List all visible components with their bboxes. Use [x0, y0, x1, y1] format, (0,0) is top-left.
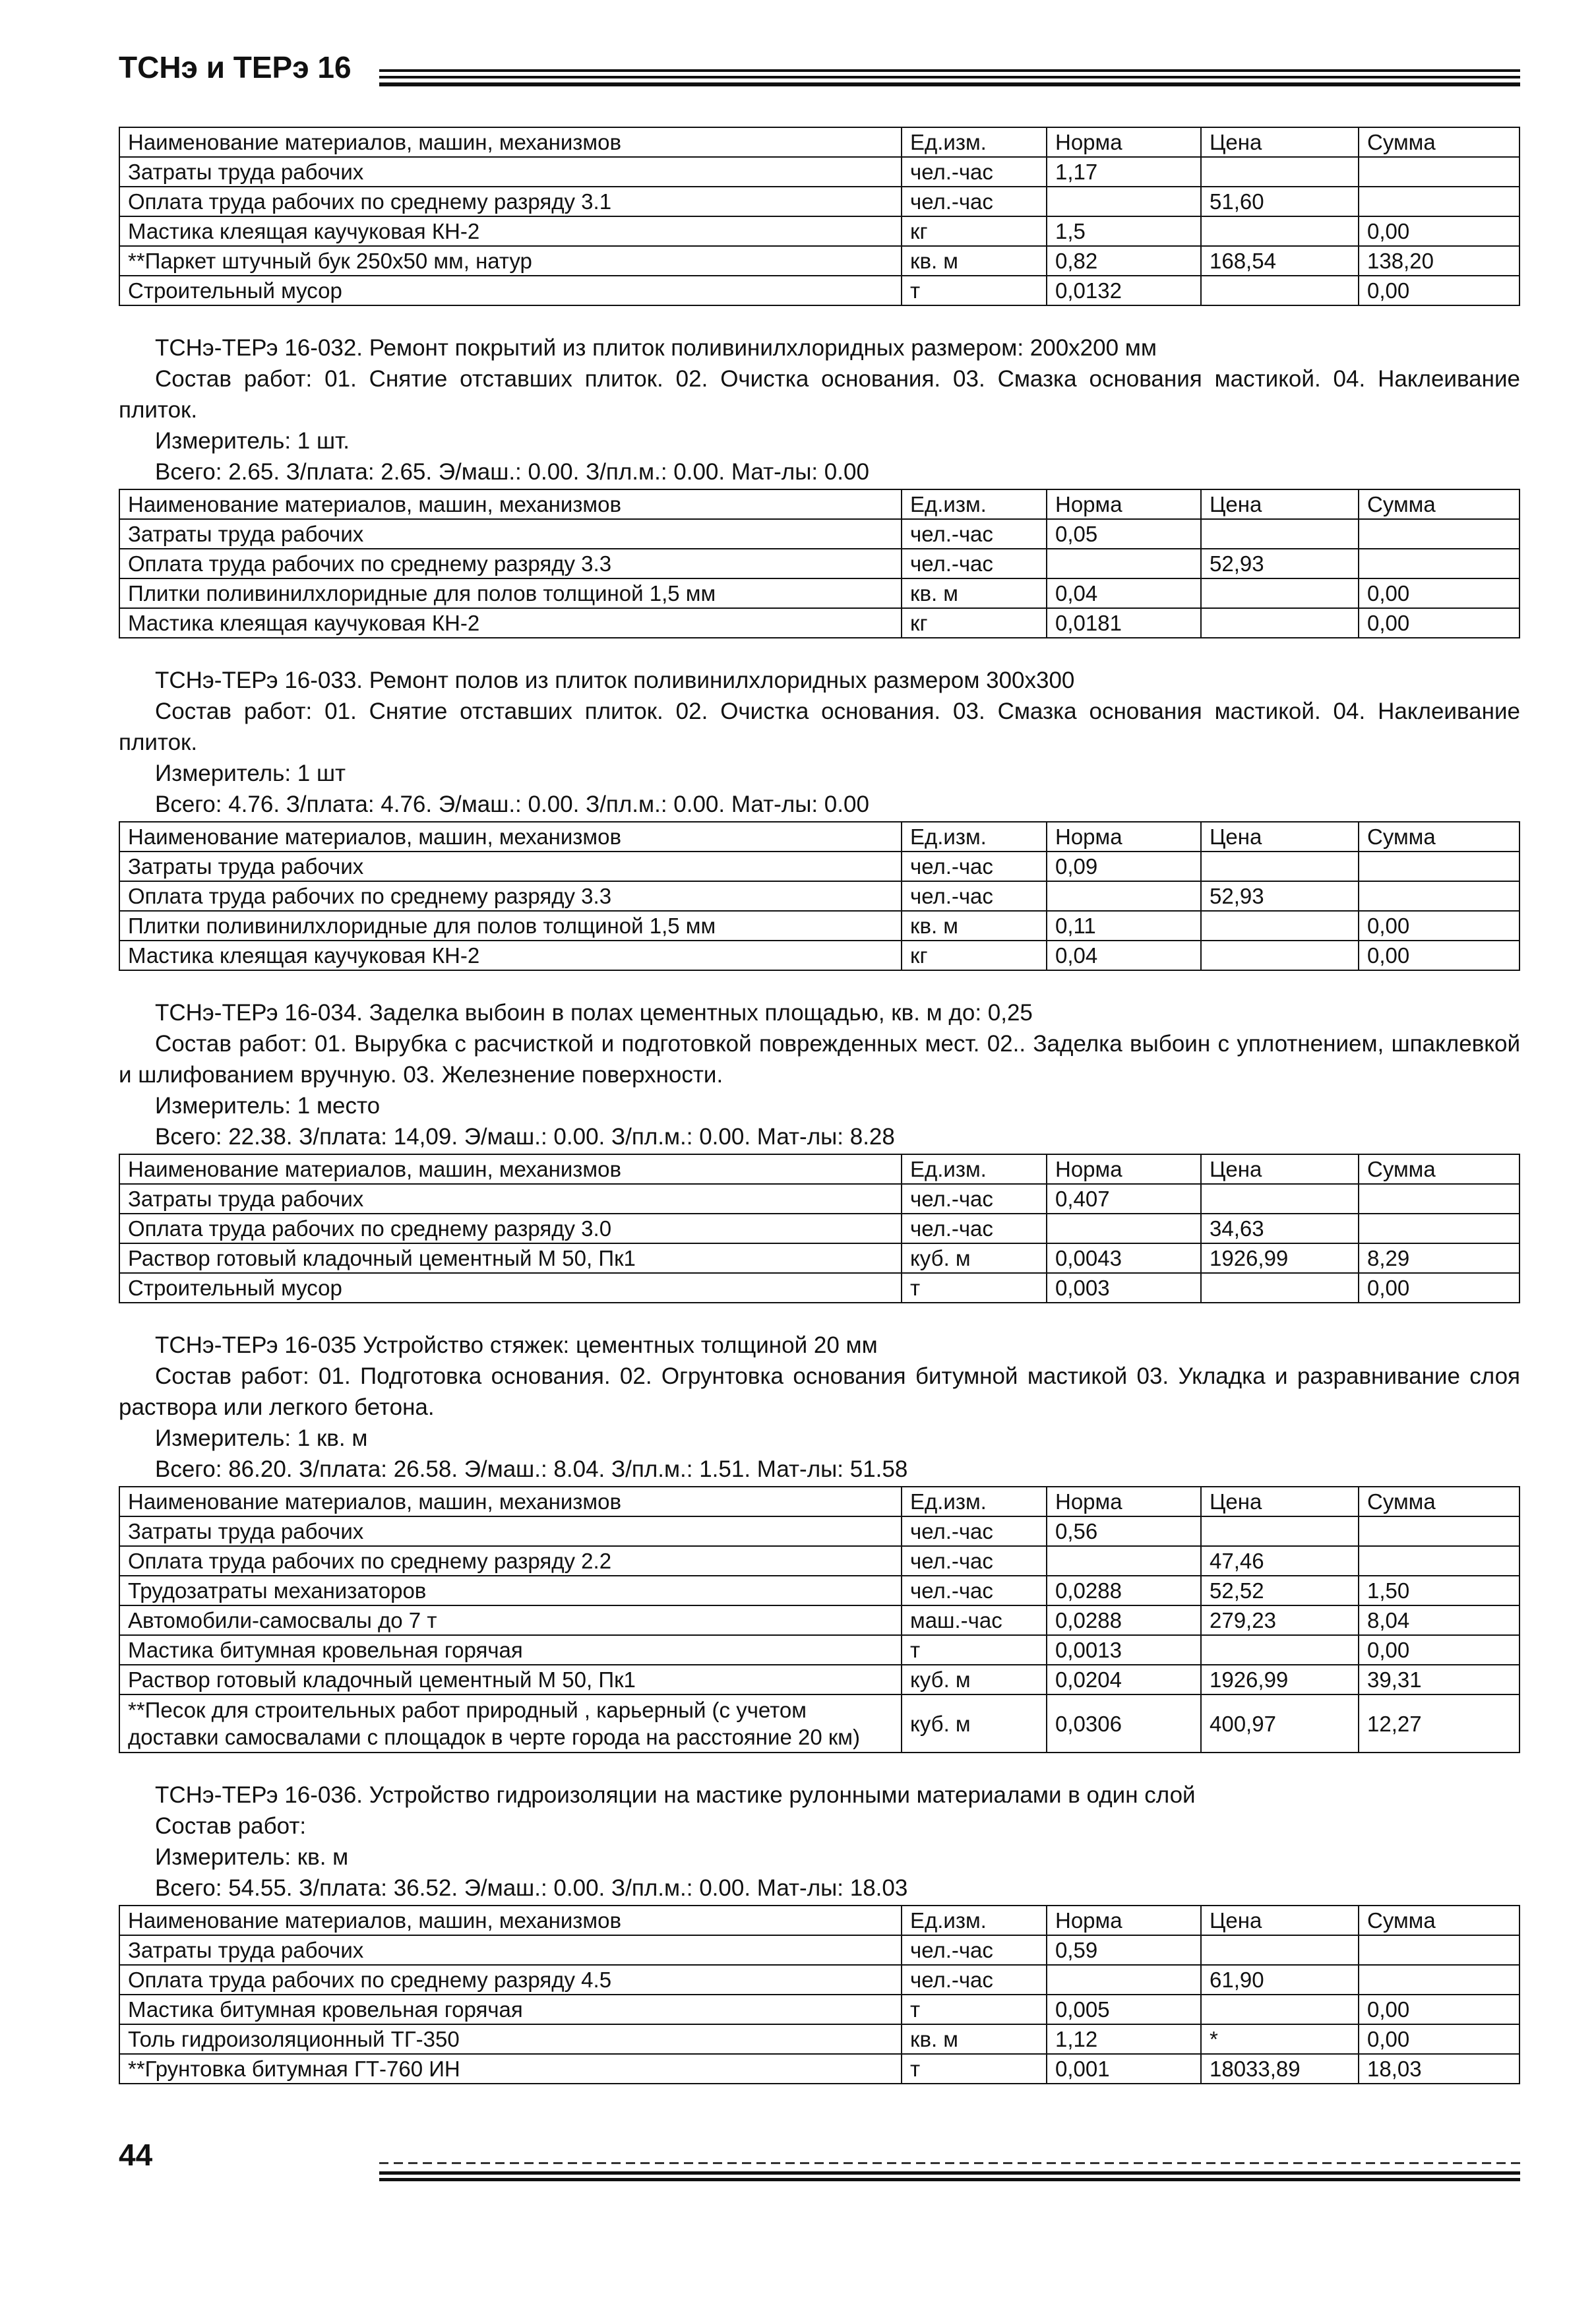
table-row — [119, 276, 1519, 305]
table-cell: чел.-час — [902, 519, 1047, 549]
table-row — [119, 1694, 1519, 1753]
table-cell: Раствор готовый кладочный цементный М 50, Пк1 — [119, 1243, 902, 1273]
table-header-row — [119, 1906, 1519, 1935]
page-header — [119, 49, 1520, 96]
table-cell — [1047, 1965, 1201, 1995]
table-row — [119, 216, 1519, 246]
table-cell: 1,12 — [1047, 2024, 1201, 2054]
table-cell: 1926,99 — [1201, 1665, 1359, 1694]
table-row — [119, 1243, 1519, 1273]
table-cell: Затраты труда рабочих — [119, 1184, 902, 1214]
table-cell: Затраты труда рабочих — [119, 157, 902, 187]
section-title: ТСНэ-ТЕРэ 16-034. Заделка выбоин в полах цементных площадью, кв. м до: 0,25 — [155, 1000, 1033, 1026]
totals-line: Всего: 86.20. З/плата: 26.58. Э/маш.: 8.04. З/пл.м.: 1.51. Мат-лы: 51.58 — [155, 1456, 908, 1482]
column-header: Норма — [1047, 1487, 1201, 1516]
table-cell: 0,00 — [1359, 941, 1519, 970]
table-cell: **Паркет штучный бук 250х50 мм, натур — [119, 246, 902, 276]
table-cell — [1359, 881, 1519, 911]
column-header: Ед.изм. — [902, 1487, 1047, 1516]
table-row — [119, 1995, 1519, 2024]
table-cell — [1359, 519, 1519, 549]
table-cell: Мастика клеящая каучуковая КН-2 — [119, 941, 902, 970]
table-cell: 0,00 — [1359, 578, 1519, 608]
rates-table — [119, 127, 1520, 306]
unit-of-measure: Измеритель: 1 шт — [155, 761, 346, 786]
table-cell: 8,04 — [1359, 1605, 1519, 1635]
column-header: Наименование материалов, машин, механизмов — [119, 822, 902, 852]
section-title: ТСНэ-ТЕРэ 16-033. Ремонт полов из плиток поливинилхлоридных размером 300х300 — [155, 668, 1075, 693]
table-cell: 0,003 — [1047, 1273, 1201, 1303]
table-cell: 18033,89 — [1201, 2054, 1359, 2084]
table-row — [119, 881, 1519, 911]
table-cell: Оплата труда рабочих по среднему разряду 2.2 — [119, 1546, 902, 1576]
table-cell: 1,17 — [1047, 157, 1201, 187]
table-cell: 400,97 — [1201, 1694, 1359, 1753]
work-composition: Состав работ: — [155, 1813, 307, 1839]
table-cell: 39,31 — [1359, 1665, 1519, 1694]
table-cell: 0,0181 — [1047, 608, 1201, 638]
table-row — [119, 1273, 1519, 1303]
rate-section — [119, 332, 1520, 638]
table-cell: кв. м — [902, 2024, 1047, 2054]
table-cell: 0,56 — [1047, 1516, 1201, 1546]
column-header: Сумма — [1359, 489, 1519, 519]
table-row — [119, 1576, 1519, 1605]
table-cell: 34,63 — [1201, 1214, 1359, 1243]
table-cell: **Песок для строительных работ природный , карьерный (с учетом доставки самосвалами с площадок в черте города на расстояние 20 км) — [119, 1694, 902, 1753]
table-row — [119, 519, 1519, 549]
table-row — [119, 187, 1519, 216]
table-cell: 279,23 — [1201, 1605, 1359, 1635]
table-cell: 0,05 — [1047, 519, 1201, 549]
column-header: Сумма — [1359, 822, 1519, 852]
rates-table — [119, 489, 1520, 638]
table-row — [119, 911, 1519, 941]
table-cell: 0,00 — [1359, 1273, 1519, 1303]
table-cell: 0,0132 — [1047, 276, 1201, 305]
running-head: ТСНэ и ТЕРэ 16 — [119, 50, 352, 84]
table-cell — [1047, 187, 1201, 216]
table-row — [119, 1184, 1519, 1214]
rates-table — [119, 1486, 1520, 1753]
table-cell: чел.-час — [902, 549, 1047, 578]
table-row — [119, 2024, 1519, 2054]
table-cell: кг — [902, 608, 1047, 638]
table-cell: 0,00 — [1359, 1635, 1519, 1665]
table-cell: Строительный мусор — [119, 276, 902, 305]
table-cell: т — [902, 1995, 1047, 2024]
table-cell: Мастика клеящая каучуковая КН-2 — [119, 608, 902, 638]
section-title: ТСНэ-ТЕРэ 16-035 Устройство стяжек: цементных толщиной 20 мм — [155, 1332, 878, 1358]
rate-section — [119, 1330, 1520, 1753]
table-cell: Плитки поливинилхлоридные для полов толщиной 1,5 мм — [119, 578, 902, 608]
column-header: Цена — [1201, 1487, 1359, 1516]
table-cell — [1201, 1635, 1359, 1665]
table-cell: 0,0288 — [1047, 1605, 1201, 1635]
rate-section — [119, 1780, 1520, 2084]
table-header-row — [119, 1487, 1519, 1516]
table-cell: 0,00 — [1359, 216, 1519, 246]
column-header: Ед.изм. — [902, 1906, 1047, 1935]
table-row — [119, 1214, 1519, 1243]
table-cell: 0,11 — [1047, 911, 1201, 941]
table-cell: 0,0043 — [1047, 1243, 1201, 1273]
column-header: Норма — [1047, 822, 1201, 852]
section-title: ТСНэ-ТЕРэ 16-032. Ремонт покрытий из плиток поливинилхлоридных размером: 200х200 мм — [155, 335, 1157, 361]
table-cell: 61,90 — [1201, 1965, 1359, 1995]
table-cell — [1201, 941, 1359, 970]
table-cell: Трудозатраты механизаторов — [119, 1576, 902, 1605]
table-cell: кв. м — [902, 246, 1047, 276]
table-cell: 8,29 — [1359, 1243, 1519, 1273]
table-row — [119, 1965, 1519, 1995]
table-cell — [1201, 157, 1359, 187]
column-header: Ед.изм. — [902, 1154, 1047, 1184]
table-row — [119, 1546, 1519, 1576]
column-header: Норма — [1047, 1154, 1201, 1184]
table-row — [119, 157, 1519, 187]
table-row — [119, 1665, 1519, 1694]
column-header: Ед.изм. — [902, 822, 1047, 852]
column-header: Норма — [1047, 127, 1201, 157]
table-row — [119, 1635, 1519, 1665]
table-cell — [1201, 852, 1359, 881]
table-cell: чел.-час — [902, 1516, 1047, 1546]
table-cell: чел.-час — [902, 881, 1047, 911]
header-rule — [379, 69, 1520, 88]
table-cell: т — [902, 1635, 1047, 1665]
table-cell: 0,00 — [1359, 2024, 1519, 2054]
table-cell — [1201, 911, 1359, 941]
table-cell: Плитки поливинилхлоридные для полов толщиной 1,5 мм — [119, 911, 902, 941]
table-cell — [1359, 1214, 1519, 1243]
table-row — [119, 852, 1519, 881]
table-cell: 0,0306 — [1047, 1694, 1201, 1753]
table-cell: 52,52 — [1201, 1576, 1359, 1605]
table-cell: 52,93 — [1201, 881, 1359, 911]
table-row — [119, 1605, 1519, 1635]
column-header: Сумма — [1359, 1906, 1519, 1935]
table-header-row — [119, 1154, 1519, 1184]
table-cell: 0,00 — [1359, 1995, 1519, 2024]
table-cell — [1201, 1935, 1359, 1965]
totals-line: Всего: 54.55. З/плата: 36.52. Э/маш.: 0.00. З/пл.м.: 0.00. Мат-лы: 18.03 — [155, 1875, 908, 1901]
table-row — [119, 1935, 1519, 1965]
table-cell — [1359, 1546, 1519, 1576]
table-cell: 18,03 — [1359, 2054, 1519, 2084]
column-header: Наименование материалов, машин, механизмов — [119, 489, 902, 519]
column-header: Сумма — [1359, 1487, 1519, 1516]
table-cell: * — [1201, 2024, 1359, 2054]
table-cell: 0,04 — [1047, 941, 1201, 970]
column-header: Ед.изм. — [902, 489, 1047, 519]
table-cell — [1201, 519, 1359, 549]
column-header: Сумма — [1359, 127, 1519, 157]
column-header: Наименование материалов, машин, механизмов — [119, 1487, 902, 1516]
table-cell — [1201, 608, 1359, 638]
table-cell: 0,407 — [1047, 1184, 1201, 1214]
table-header-row — [119, 127, 1519, 157]
table-cell: Затраты труда рабочих — [119, 852, 902, 881]
table-cell: 0,001 — [1047, 2054, 1201, 2084]
table-cell: чел.-час — [902, 1935, 1047, 1965]
footer-rule — [379, 2162, 1520, 2182]
table-cell: 0,0204 — [1047, 1665, 1201, 1694]
table-cell: 0,0288 — [1047, 1576, 1201, 1605]
table-cell: кг — [902, 216, 1047, 246]
table-cell: 47,46 — [1201, 1546, 1359, 1576]
unit-of-measure: Измеритель: кв. м — [155, 1844, 349, 1870]
page-number: 44 — [119, 2138, 153, 2172]
totals-line: Всего: 4.76. З/плата: 4.76. Э/маш.: 0.00. З/пл.м.: 0.00. Мат-лы: 0.00 — [155, 792, 869, 817]
table-cell: Оплата труда рабочих по среднему разряду 4.5 — [119, 1965, 902, 1995]
table-row — [119, 2054, 1519, 2084]
table-cell: **Грунтовка битумная ГТ-760 ИН — [119, 2054, 902, 2084]
table-cell: чел.-час — [902, 852, 1047, 881]
table-cell — [1201, 1995, 1359, 2024]
unit-of-measure: Измеритель: 1 шт. — [155, 428, 350, 454]
work-composition: Состав работ: 01. Снятие отставших плиток. 02. Очистка основания. 03. Смазка основания мастикой. 04. Наклеивание плиток. — [119, 366, 1520, 423]
table-header-row — [119, 822, 1519, 852]
section-title: ТСНэ-ТЕРэ 16-036. Устройство гидроизоляции на мастике рулонными материалами в один слой — [155, 1782, 1196, 1808]
table-cell: 0,00 — [1359, 276, 1519, 305]
table-cell: Оплата труда рабочих по среднему разряду 3.0 — [119, 1214, 902, 1243]
table-cell: куб. м — [902, 1694, 1047, 1753]
page-content — [119, 125, 1520, 2111]
table-header-row — [119, 489, 1519, 519]
column-header: Цена — [1201, 127, 1359, 157]
table-cell: 0,09 — [1047, 852, 1201, 881]
table-cell: чел.-час — [902, 1214, 1047, 1243]
table-cell — [1201, 276, 1359, 305]
table-cell — [1201, 1516, 1359, 1546]
table-cell: 138,20 — [1359, 246, 1519, 276]
table-cell: 1,5 — [1047, 216, 1201, 246]
table-cell: Толь гидроизоляционный ТГ-350 — [119, 2024, 902, 2054]
totals-line: Всего: 2.65. З/плата: 2.65. Э/маш.: 0.00. З/пл.м.: 0.00. Мат-лы: 0.00 — [155, 459, 869, 485]
table-cell: т — [902, 276, 1047, 305]
table-row — [119, 578, 1519, 608]
column-header: Цена — [1201, 489, 1359, 519]
table-cell: Строительный мусор — [119, 1273, 902, 1303]
table-cell: Автомобили-самосвалы до 7 т — [119, 1605, 902, 1635]
column-header: Наименование материалов, машин, механизмов — [119, 1154, 902, 1184]
column-header: Цена — [1201, 1154, 1359, 1184]
table-cell: Раствор готовый кладочный цементный М 50, Пк1 — [119, 1665, 902, 1694]
rates-table — [119, 1154, 1520, 1303]
table-cell — [1359, 852, 1519, 881]
table-cell — [1359, 187, 1519, 216]
table-cell: чел.-час — [902, 1576, 1047, 1605]
work-composition: Состав работ: 01. Снятие отставших плиток. 02. Очистка основания. 03. Смазка основания мастикой. 04. Наклеивание плиток. — [119, 699, 1520, 755]
table-cell: 0,0013 — [1047, 1635, 1201, 1665]
table-cell: Оплата труда рабочих по среднему разряду 3.3 — [119, 881, 902, 911]
table-cell: 1926,99 — [1201, 1243, 1359, 1273]
table-cell: Мастика клеящая каучуковая КН-2 — [119, 216, 902, 246]
table-row — [119, 549, 1519, 578]
table-cell: чел.-час — [902, 1184, 1047, 1214]
table-cell — [1359, 1516, 1519, 1546]
table-row — [119, 246, 1519, 276]
table-cell: чел.-час — [902, 1965, 1047, 1995]
column-header: Норма — [1047, 489, 1201, 519]
table-cell: Мастика битумная кровельная горячая — [119, 1995, 902, 2024]
table-cell: 0,005 — [1047, 1995, 1201, 2024]
rates-table — [119, 1905, 1520, 2084]
table-cell: Оплата труда рабочих по среднему разряду 3.3 — [119, 549, 902, 578]
rate-section — [119, 997, 1520, 1303]
table-cell: 0,82 — [1047, 246, 1201, 276]
table-cell — [1201, 578, 1359, 608]
table-cell — [1201, 216, 1359, 246]
unit-of-measure: Измеритель: 1 место — [155, 1093, 381, 1119]
column-header: Ед.изм. — [902, 127, 1047, 157]
table-cell: 0,04 — [1047, 578, 1201, 608]
table-cell: чел.-час — [902, 187, 1047, 216]
column-header: Цена — [1201, 1906, 1359, 1935]
table-cell: кв. м — [902, 911, 1047, 941]
table-cell: Затраты труда рабочих — [119, 519, 902, 549]
table-cell — [1359, 1184, 1519, 1214]
table-cell: 0,00 — [1359, 911, 1519, 941]
table-cell — [1359, 1935, 1519, 1965]
table-cell: куб. м — [902, 1665, 1047, 1694]
table-cell: Оплата труда рабочих по среднему разряду 3.1 — [119, 187, 902, 216]
table-cell: т — [902, 2054, 1047, 2084]
column-header: Норма — [1047, 1906, 1201, 1935]
table-cell: чел.-час — [902, 1546, 1047, 1576]
table-cell: кг — [902, 941, 1047, 970]
totals-line: Всего: 22.38. З/плата: 14,09. Э/маш.: 0.00. З/пл.м.: 0.00. Мат-лы: 8.28 — [155, 1124, 895, 1150]
column-header: Сумма — [1359, 1154, 1519, 1184]
column-header: Наименование материалов, машин, механизмов — [119, 1906, 902, 1935]
table-row — [119, 1516, 1519, 1546]
table-cell: 51,60 — [1201, 187, 1359, 216]
table-cell: 52,93 — [1201, 549, 1359, 578]
work-composition: Состав работ: 01. Подготовка основания. 02. Огрунтовка основания битумной мастикой 03. Укладка и разравнивание слоя раствора или легкого бетона. — [119, 1363, 1520, 1420]
table-row — [119, 941, 1519, 970]
table-cell: чел.-час — [902, 157, 1047, 187]
unit-of-measure: Измеритель: 1 кв. м — [155, 1425, 368, 1451]
rates-table — [119, 821, 1520, 971]
table-cell: Мастика битумная кровельная горячая — [119, 1635, 902, 1665]
table-cell: 0,00 — [1359, 608, 1519, 638]
table-cell — [1047, 1214, 1201, 1243]
table-cell — [1359, 1965, 1519, 1995]
table-cell: т — [902, 1273, 1047, 1303]
table-cell: куб. м — [902, 1243, 1047, 1273]
page-footer — [119, 2137, 1520, 2183]
table-cell — [1359, 157, 1519, 187]
work-composition: Состав работ: 01. Вырубка с расчисткой и подготовкой поврежденных мест. 02.. Заделка выбоин с уплотнением, шпаклевкой и шлифованием вручную. 03. Железнение поверхности. — [119, 1031, 1520, 1088]
table-cell: 0,59 — [1047, 1935, 1201, 1965]
table-row — [119, 608, 1519, 638]
table-cell: Затраты труда рабочих — [119, 1935, 902, 1965]
table-cell — [1047, 1546, 1201, 1576]
table-cell: 1,50 — [1359, 1576, 1519, 1605]
table-cell: маш.-час — [902, 1605, 1047, 1635]
column-header: Наименование материалов, машин, механизмов — [119, 127, 902, 157]
table-cell — [1201, 1184, 1359, 1214]
table-cell — [1047, 549, 1201, 578]
table-cell: 12,27 — [1359, 1694, 1519, 1753]
table-cell — [1201, 1273, 1359, 1303]
table-cell — [1047, 881, 1201, 911]
column-header: Цена — [1201, 822, 1359, 852]
table-cell: 168,54 — [1201, 246, 1359, 276]
table-cell — [1359, 549, 1519, 578]
table-cell: Затраты труда рабочих — [119, 1516, 902, 1546]
table-cell: кв. м — [902, 578, 1047, 608]
rate-section — [119, 665, 1520, 971]
